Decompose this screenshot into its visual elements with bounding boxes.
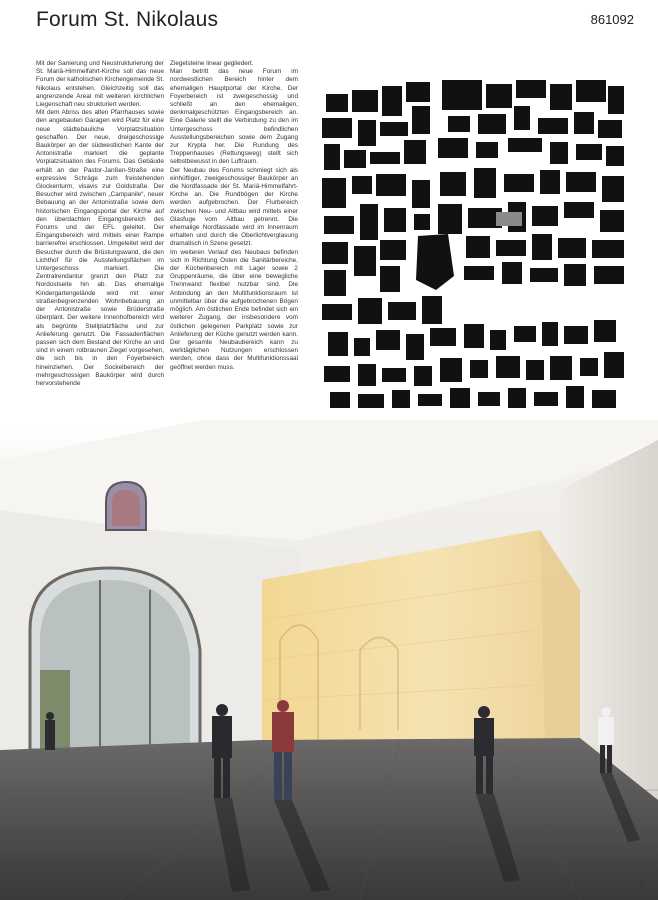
paragraph: Im weiteren Verlauf des Neubaus befinden sich in Richtung Osten die Sanitärbereiche, der Küchenbereich mit Lager sowie 2 Gruppenräume, die über eine bewegliche Trennwand flexibel nutzbar sind. Die Anbindung an den Multifunktionsraum ist unmittelbar über die aufgebrochenen Bögen möglich. Am östlichen Ende befindet sich ein weiterer Zugang, der insbesondere vom östlichen gelegenen Parkplatz sowie zur Anlieferung der Küche genutzt werden kann. Der gesamte Neubaubereich kann zu werktäglichen Nutzungen erschlossen werden, ohne dass der Multifunktionssaal geöffnet werden muss. — [170, 248, 298, 371]
paragraph: Man betritt das neue Forum im nordwestlichen Bereich hinter dem ehemaligen Hauptportal der Kirche. Der Foyerbereich ist zweigeschossig und schließt an den ehemaligen, denkmalgeschützten Eingangsbereich an. Eine Galerie stellt die Verbindung zu den im Untergeschoss befindlichen Ausstellungsbereichen sowie dem Zugang zur Krypta her. Die Rundung des Treppenhauses (Rettungsweg) stellt sich selbstbewusst in den Luftraum. — [170, 68, 298, 166]
paragraph: Mit der Sanierung und Neustrukturierung der St. Mariä-Himmelfahrt-Kirche soll das neue Forum der katholischen Kirchengemeinde St. Nikolaus entstehen. Gleichzeitig soll das angrenzende Areal mit weiteren kirchlichen Liegenschaft neu strukturiert werden. — [36, 60, 164, 109]
figure-ground-plan — [318, 76, 628, 416]
text-column-2 — [170, 60, 298, 372]
project-code: 861092 — [590, 12, 634, 27]
interior-rendering — [0, 420, 658, 900]
paragraph: Ziegelsteine linear gegliedert. — [170, 60, 254, 67]
paragraph: Der Neubau des Forums schmiegt sich als einhüftiger, zweigeschossiger Baukörper an die Nordfassade der St. Mariä-Himmelfahrt-Kirche an. Die Rundbögen der Kirche werden aufgebrochen. Der Flurbereich zwischen Neu- und Altbau wird mittels einer Glasfuge vom Altbau getrennt. Die ehemalige Nordfassade wird im Innenraum erhalten und durch die Oberlichtverglasung dramatisch in Szene gesetzt. — [170, 166, 298, 248]
page-number: 1 — [639, 879, 644, 888]
page-title: Forum St. Nikolaus — [36, 8, 219, 31]
paragraph: Mit dem Abriss des alten Pfarrhauses sowie den angebauten Garagen wird Platz für eine neue städtebauliche Vorplatzsituation geschaffen. Der neue, dreigeschossige Baukörper an der südwestlichen Kante der Antonistraße markiert die geplante Vorplatzsituation des Forums. Das Gebäude erhält an der Pastor-Janßen-Straße eine expressive Schräge zum freistehenden Glockenturm, visavis zur Goldstraße. Der Besucher wird zwischen „Campanile“, neuer Bebauung an der Antonistraße sowie dem historischen Eingangsportal der Kirche auf den überdachten Eingangsbereich des Forums und der EFL geleitet. Der Eingangsbereich wird mittels einer Rampe barrierefrei erschlossen. Umgeleitet wird der Besucher durch die Brüstungswand, die den Lichthof für die Ausstellungsflächen im Untergeschoss markiert. Die Zentralrendantur grenzt den Platz zur Nordostseite hin ab. Das ehemalige Kindergartengelände wird mit einer straßenbegrenzenden Wohnbebauung an der Antonistraße sowie Brüderstraße überplant. Der weitere Innenhofbereich wird als begrünte Stellplatzfläche und zur Anlieferung genutzt. Die Fassadenflächen passen sich dem Bestand der Kirche an und sind in einem rotbraunen Ziegel vorgesehen, die sich bis in den Foyerbereich hineinziehen. Der Sockelbereich der mehrgeschossigen Baukörper wird durch hervorstehende — [36, 109, 164, 387]
text-column-1 — [36, 60, 164, 388]
